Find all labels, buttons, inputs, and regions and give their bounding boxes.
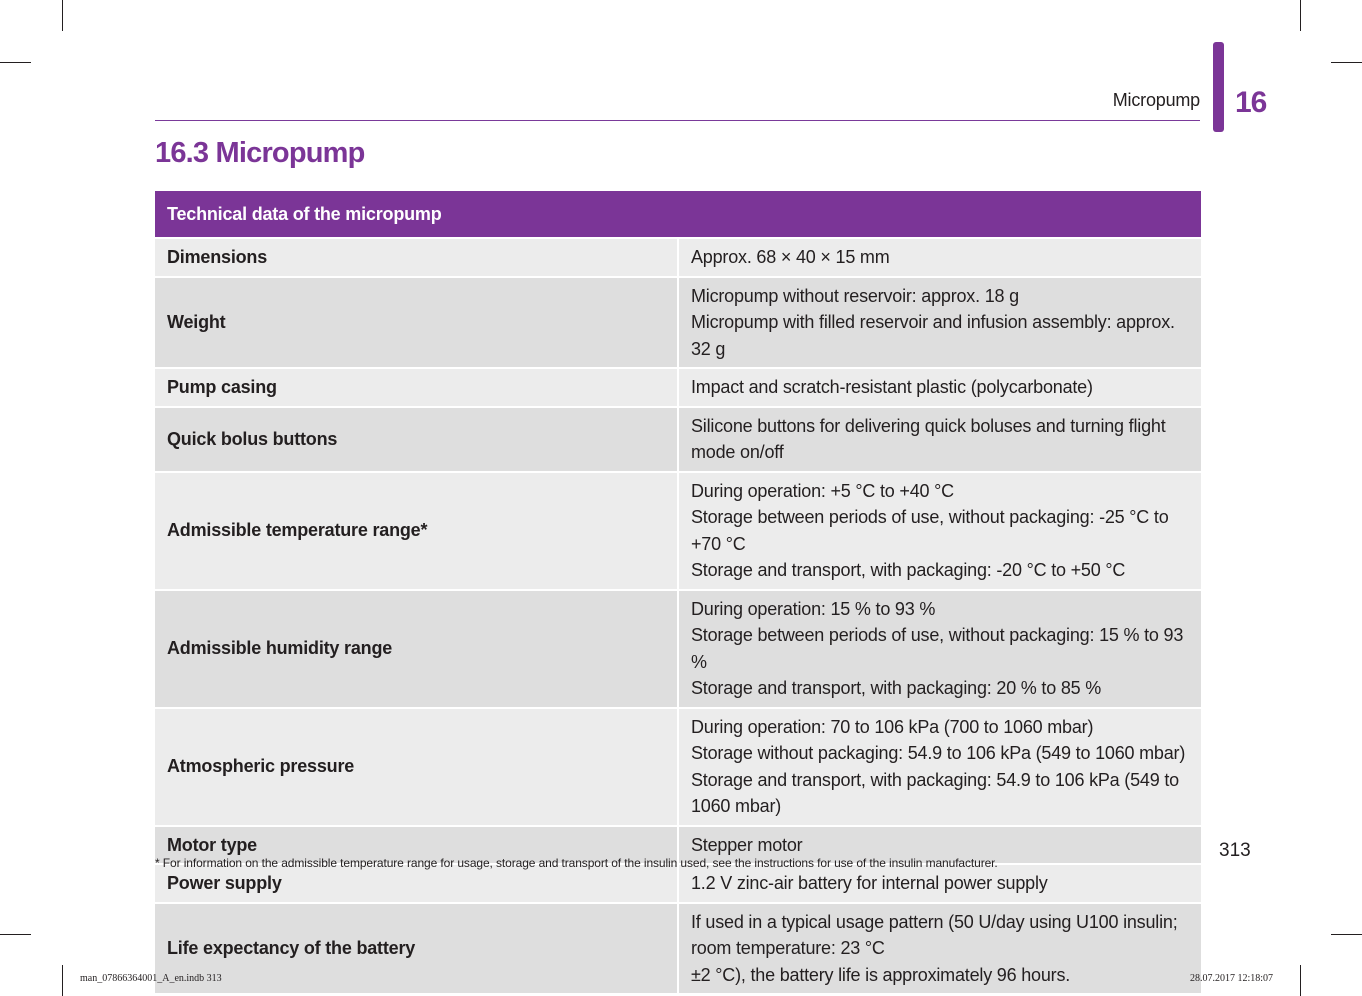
row-value (678, 277, 1201, 369)
row-value-line: ±2 °C), the battery life is approximately 96 hours. (691, 964, 1071, 985)
table-row (155, 277, 1201, 369)
row-value-line: Micropump with filled reservoir and infusion assembly: approx. 32 g (691, 312, 1175, 359)
row-value (678, 368, 1201, 407)
row-value-line: Stepper motor (691, 834, 803, 855)
row-label: Pump casing (155, 368, 678, 407)
row-value-line: Storage between periods of use, without packaging: -25 °C to +70 °C (691, 507, 1169, 554)
row-label: Admissible humidity range (155, 590, 678, 708)
running-header-title: Micropump (1112, 90, 1200, 110)
table-row (155, 407, 1201, 472)
row-value-line: If used in a typical usage pattern (50 U/day using U100 insulin; room temperature: 23 °C (691, 911, 1178, 958)
table-heading: Technical data of the micropump (155, 191, 1201, 238)
row-label: Power supply (155, 864, 678, 903)
row-value-line: 1.2 V zinc-air battery for internal power supply (691, 873, 1048, 893)
row-value-line: Storage without packaging: 54.9 to 106 kPa (549 to 1060 mbar) (691, 743, 1186, 763)
row-label: Admissible temperature range* (155, 472, 678, 590)
row-value (678, 238, 1201, 277)
row-label: Weight (155, 277, 678, 369)
technical-data-table (155, 191, 1201, 993)
chapter-number: 16 (1235, 86, 1267, 119)
row-label: Dimensions (155, 238, 678, 277)
row-value (678, 708, 1201, 826)
crop-mark (62, 965, 63, 996)
row-value-line: Storage between periods of use, without packaging: 15 % to 93 % (691, 625, 1184, 672)
crop-mark (1300, 965, 1301, 996)
row-value (678, 407, 1201, 472)
print-slug-file: man_07866364001_A_en.indb 313 (80, 973, 222, 984)
chapter-tab-bar (1213, 42, 1224, 132)
row-value-line: Silicone buttons for delivering quick boluses and turning flight mode on/off (691, 415, 1166, 462)
row-value (678, 903, 1201, 994)
header-rule (155, 120, 1200, 121)
row-label: Quick bolus buttons (155, 407, 678, 472)
crop-mark (62, 0, 63, 31)
crop-mark (1300, 0, 1301, 31)
table-row (155, 472, 1201, 590)
row-value-line: Approx. 68 × 40 × 15 mm (691, 247, 890, 267)
table-row (155, 238, 1201, 277)
row-value (678, 472, 1201, 590)
row-value-line: Impact and scratch-resistant plastic (polycarbonate) (691, 377, 1093, 397)
row-value-line: Micropump without reservoir: approx. 18 g (691, 285, 1019, 306)
crop-mark (1331, 62, 1362, 63)
row-value-line: Storage and transport, with packaging: 20 % to 85 % (691, 678, 1102, 698)
row-value-line: During operation: 15 % to 93 % (691, 598, 936, 619)
page-number: 313 (1219, 840, 1251, 861)
table-row (155, 590, 1201, 708)
print-slug-timestamp: 28.07.2017 12:18:07 (1189, 973, 1273, 984)
crop-mark (1331, 934, 1362, 935)
row-label: Life expectancy of the battery (155, 903, 678, 994)
row-value-line: Storage and transport, with packaging: -20 °C to +50 °C (691, 560, 1126, 580)
crop-mark (0, 934, 31, 935)
table-row (155, 903, 1201, 994)
section-title: 16.3 Micropump (155, 137, 365, 169)
table-row (155, 708, 1201, 826)
footnote: * For information on the admissible temperature range for usage, storage and transport of the insulin used, see the instructions for use of the insulin manufacturer. (155, 856, 998, 870)
row-value (678, 590, 1201, 708)
crop-mark (0, 62, 31, 63)
row-value-line: Storage and transport, with packaging: 54.9 to 106 kPa (549 to 1060 mbar) (691, 769, 1179, 816)
row-label: Motor type (155, 826, 678, 865)
table-row (155, 368, 1201, 407)
row-label: Atmospheric pressure (155, 708, 678, 826)
row-value-line: During operation: 70 to 106 kPa (700 to 1060 mbar) (691, 716, 1094, 737)
row-value-line: During operation: +5 °C to +40 °C (691, 480, 954, 501)
